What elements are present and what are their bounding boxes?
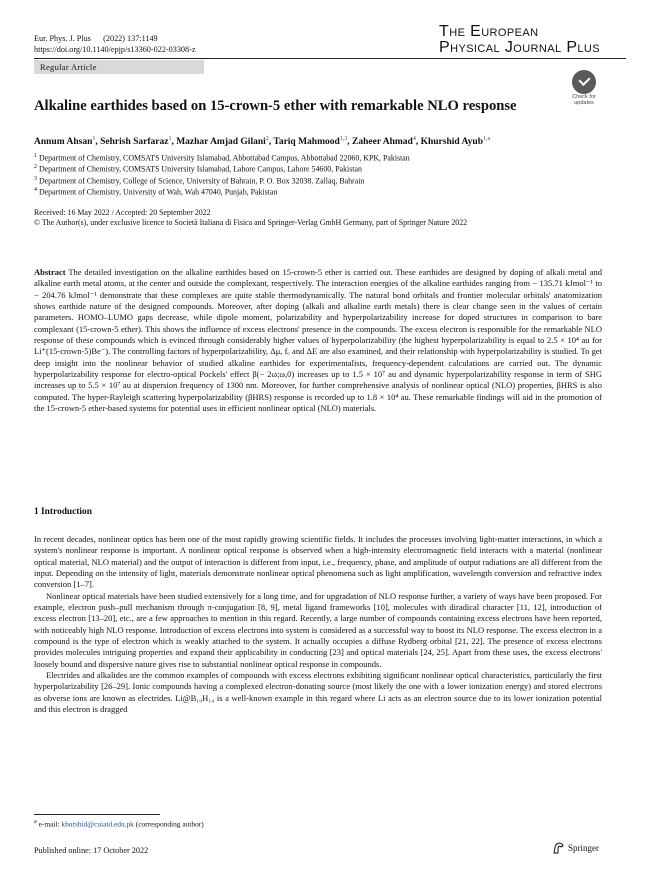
email-link[interactable]: khurshid@cuiatd.edu.pk (61, 819, 134, 829)
affiliation: $^3$ Department of Chemistry, College of Science, University of Bahrain, P. O. Box 32038, Zallaq, Bahrain (34, 175, 365, 186)
affiliation: $^4$ Department of Chemistry, University of Wah, Wah 47040, Punjab, Pakistan (34, 186, 278, 197)
section-heading-introduction: 1 Introduction (34, 507, 92, 517)
check-for-updates-badge[interactable] (566, 70, 602, 104)
check-for-updates-icon (572, 70, 596, 94)
journal-reference-block (34, 34, 195, 55)
author: Mazhar Amjad Gilani$^2$ (176, 136, 269, 148)
header-rule (34, 58, 626, 59)
author-list: Annum Ahsan$^1$, Sehrish Sarfaraz$^1$, Mazhar Amjad Gilani$^2$, Tariq Mahmood$^{1,3}$, Zaheer Ahmad$^4$, Khurshid Ayub$^{1,a}$ (34, 136, 491, 148)
abstract-text: The detailed investigation on the alkaline earthides based on 15-crown-5 ether is carried out. These earthides are designed by doping of alkali metal and alkaline earth metal atoms, at the center and outside the complexant, respectively. The interaction energies of the alkaline earthides ranging from − 135.71 kJmol⁻¹ to − 204.76 kJmol⁻¹ demonstrate that these complexes are quite stable thermodynamically. The natural bond orbitals and frontier molecular orbitals' anatomization shows earthide nature of the designed compounds. Moreover, after doping (alkali and alkaline earth metals) there is clear change seen in the values of certain parameters. HOMO–LUMO gaps decrease, while dipole moment, polarizability and hyperpolarizability increase for doped structures in comparison to bare complexant (15-crown-5 ether). This shows the influence of excess electrons' presence in the compounds. The excess electron is responsible for the remarkable NLO response of these compounds which is evinced through considerably higher values of hyperpolarizability (the highest hyperpolarizability is equal to 2.5 × 10⁴ au for Li⁺(15-crown-5)Be⁻). The controlling factors of hyperpolarizability, Δμ, fₒ and ΔE are also examined, and their relationship with hyperpolarizability is studied. To get deep insight into the nonlinear behavior of studied alkaline earthides for experimentalists, frequency-dependent calculations are carried out. The dynamic hyperpolarizability response for electro-optical Pockels' effect β(− 2ω;ω,0) increases up to 1.5 × 10⁷ au and dynamic hyperpolarizability response in term of SHG increases up to 5.5 × 10⁷ au at dispersion frequency of 1300 nm. Moreover, for further comprehensive analysis of nonlinear optical (NLO) properties, βHRS is also computed. The hyper-Rayleigh scattering hyperpolarizability (βHRS) response is recorded up to 1.8 × 10⁴ au. These remarkable findings will aid in the promotion of the 15-crown-5 ether-based systems for potential uses in efficient nonlinear optical (NLO) materials. (34, 267, 602, 414)
journal-citation: Eur. Phys. J. Plus (2022) 137:1149 (34, 34, 158, 43)
footnote-label: e-mail: (38, 819, 60, 829)
author: Zaheer Ahmad$^4$ (352, 136, 416, 148)
corresponding-author-footnote (34, 819, 204, 828)
publisher-logo (552, 842, 599, 854)
abstract (34, 267, 602, 414)
affiliation-list (34, 152, 410, 197)
abstract-label: Abstract (34, 267, 66, 277)
author[interactable]: Khurshid Ayub$^{1,a}$ (420, 136, 491, 148)
affiliation: $^2$ Department of Chemistry, COMSATS University Islamabad, Lahore Campus, Lahore 54600, Pakistan (34, 164, 362, 174)
paper-title: Alkaline earthides based on 15-crown-5 ether with remarkable NLO response (34, 98, 517, 114)
paragraph: Electrides and alkalides are the common examples of compounds with excess electrons exhibiting significant nonlinear optical characteristics, particularly the first hyperpolarizability [26–29]. Ionic compounds having a complexed electron-donating source (most likely the one with a lower ionization energy) and stored electrons as obverse ions are known as electrides. Li@B₁₀H₁₄ is a well-known example in this regard where Li acts as an electron source due to its lower ionization potential and this electron is dragged (34, 670, 602, 715)
check-for-updates-label: Check for updates (572, 94, 596, 106)
dates-block (34, 208, 467, 227)
received-accepted-dates: Received: 16 May 2022 / Accepted: 20 September 2022 (34, 208, 211, 217)
published-date: Published online: 17 October 2022 (34, 846, 149, 855)
journal-name-line2: Physical Journal Plus (439, 38, 600, 56)
author: Tariq Mahmood$^{1,3}$ (273, 136, 348, 148)
doi-link[interactable]: https://doi.org/10.1140/epjp/s13360-022-03308-z (34, 44, 196, 54)
footnote-rule (34, 814, 160, 815)
footnote-suffix: (corresponding author) (135, 819, 204, 829)
paragraph: Nonlinear optical materials have been studied extensively for a long time, and for upgradation of NLO response further, a variety of ways have been proposed. For example, electron push–pull mechanism through π-conjugation [8, 9], metal ligand frameworks [10], molecules with diradical character [11, 12], introduction of excess electron [13–20], etc., are a few approaches to mention in this regard. Recently, a large number of compounds containing excess electrons have been reported, with noticeably high NLO response. Introduction of excess electrons into system is considered as a successful way to boost its NLO response. The excess electron in a compound is the type of electron which is weakly attached to the system. It actually occupies a diffuse Rydberg orbital [21, 22]. The presence of excess electrons provides molecules intriguing properties and expand their applicability in conducting [23] and optical materials [24, 25]. Apart from these uses, the excess electrons' loosely bound and dispersive nature gives rise to substantial nonlinear optical response in compounds. (34, 590, 602, 669)
publisher-name: Springer (568, 843, 599, 853)
journal-name-line1: The European (439, 23, 539, 40)
introduction-body (34, 534, 602, 716)
springer-horse-icon (552, 842, 564, 854)
affiliation: $^1$ Department of Chemistry, COMSATS University Islamabad, Abbottabad Campus, Abbottabad 22060, KPK, Pakistan (34, 153, 410, 163)
author: Annum Ahsan$^1$ (34, 136, 96, 148)
author: Sehrish Sarfaraz$^1$ (100, 136, 172, 148)
footnote-marker: a (34, 819, 37, 825)
article-type-banner: Regular Article (34, 60, 204, 74)
journal-logo (439, 24, 600, 55)
paragraph: In recent decades, nonlinear optics has been one of the most rapidly growing scientific fields. It includes the processes involving light-matter interactions, in which a system's nonlinear response is important. A nonlinear optical response is observed when a high-intensity electromagnetic field interacts with a material (nonlinear optical material, NLO material) and the output of interaction is different from input, i.e., frequency, phase, and amplitude of output radiations are all different from the input. Depending on the intensity of light, materials demonstrate nonlinear optical phenomena such as light amplification, wavelength conversion and refractive index conversion [1–7]. (34, 534, 602, 590)
copyright-notice: © The Author(s), under exclusive licence to Società Italiana di Fisica and Springer-Verlag GmbH Germany, part of Springer Nature 2022 (34, 217, 468, 227)
